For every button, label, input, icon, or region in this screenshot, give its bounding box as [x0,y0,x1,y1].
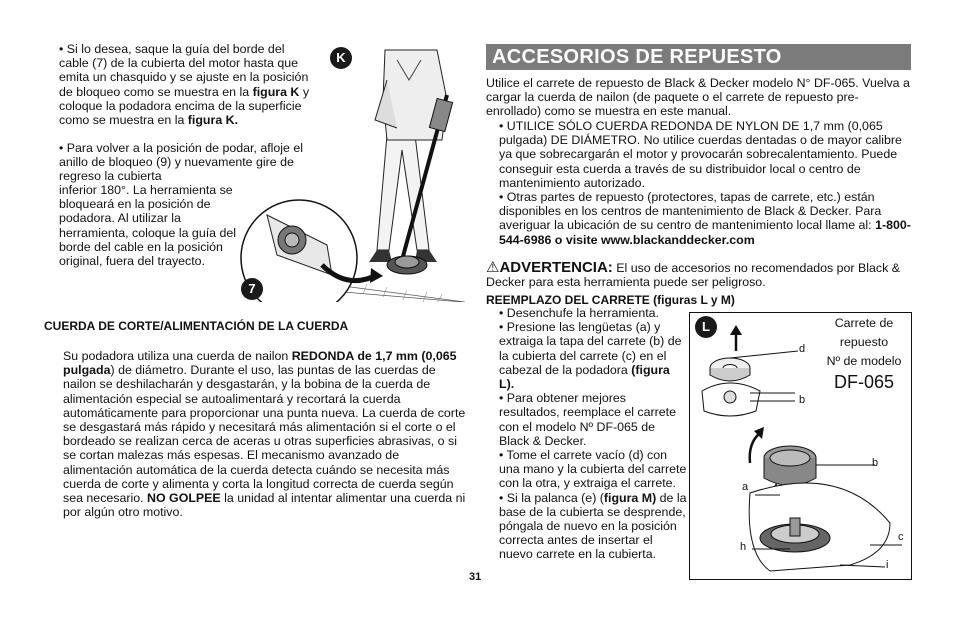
cuerda-body: Su podadora utiliza una cuerda de nailon REDONDA de 1,7 mm (0,065 pulgada) de diámetro. Durante el uso, las puntas de las cuerdas de nailon se deshilacharán y desgastarán, y la bobina de la cuerda de alimentación especial se autoalimentará y recortará la cuerda automáticamente para proporcionar una punta nueva. La cuerda de corte se desgastará más rápido y necesitará más alimentación si el corte o el bordeado se realizan cerca de aceras u otras superficies abrasivas, o si se cortan malezas más espesas. El mecanismo avanzado de alimentación automática de la cuerda detecta cuándo se necesita más cuerda de corte y alimenta y corta la longitud correcta de cuerda según sea necesario. NO GOLPEE la unidad al intentar alimentar una cuerda ni por algún otro motivo. [63,349,466,520]
label-b-top: b [799,394,806,406]
label-i: i [886,559,889,571]
replacement-spool-caption: Carrete de repuesto Nº de modelo DF-065 [826,316,902,392]
warning-paragraph: ⚠ADVERTENCIA: El uso de accesorios no recomendados por Black & Decker para esta herramienta puede ser peligroso. [486,259,901,290]
step-3: • Para obtener mejores resultados, reemplace el carrete con el modelo Nº DF-065 de Black & Decker. [499,391,676,448]
page-number: 31 [469,571,482,583]
label-h: h [740,541,747,553]
section-header-accesorios: ACCESORIOS DE REPUESTO [486,44,911,70]
label-b-bottom: b [872,457,879,469]
figure-l [689,312,912,580]
accesorios-bullet-2: • Otras partes de repuesto (protectores, tapas de carrete, etc.) están disponibles en los centros de mantenimiento de Black & Decker. Para averiguar la ubicación de su centro de mantenimiento local llame al: 1-800-544-6986 o visite www.blackanddecker.com [499,190,911,247]
intro-paragraph: • Si lo desea, saque la guía del borde del cable (7) de la cubierta del motor hasta que emita un chasquido y se ajuste en la posición de bloqueo como se muestra en la figura K y coloque la podadora encima de la superficie como se muestra en la figura K. [59,42,310,128]
reemplazo-heading: REEMPLAZO DEL CARRETE (figuras L y M) [486,293,735,307]
section-heading-cuerda: CUERDA DE CORTE/ALIMENTACIÓN DE LA CUERDA [44,319,349,333]
figure-7-badge: 7 [241,278,263,300]
return-paragraph-a: • Para volver a la posición de podar, afloje el anillo de bloqueo (9) y nuevamente gire de regreso la cubierta [59,141,304,184]
step-5: • Si la palanca (e) (figura M) de la base de la cubierta se desprende, póngala de nuevo en la posición correcta antes de insertar el nuevo carrete en la cubierta. [499,490,687,562]
return-paragraph-b: inferior 180°. La herramienta se bloqueará en la posición de podadora. Al utilizar la herramienta, coloque la guía del borde del cable en la posición original, fuera del trayecto. [59,183,237,269]
label-d: d [799,343,806,355]
accesorios-bullet-1: • UTILICE SÓLO CUERDA REDONDA DE NYLON DE 1,7 mm (0,065 pulgada) DE DIÁMETRO. No utilice cuerdas dentadas o de mayor calibre ya que sobrecargarán el motor y provocarán sobrecalentamiento. Puede conseguir esta cuerda a través de su distribuidor local o centro de mantenimiento autorizado. [499,119,902,190]
label-a: a [742,481,749,493]
figure-k [237,40,467,302]
accesorios-intro: Utilice el carrete de repuesto de Black & Decker modelo N° DF-065. Vuelva a cargar la cuerda de nailon (de paquete o el carrete de repuesto pre-enrollado) como se muestra en este manual. [486,76,910,119]
warning-icon: ⚠ [486,259,500,276]
step-1: • Desenchufe la herramienta. [499,306,659,320]
step-2: • Presione las lengüetas (a) y extraiga la tapa del carrete (b) de la cubierta del carrete (c) en el cabezal de la podadora (figura L). [499,320,682,392]
figure-k-badge: K [330,47,352,69]
label-c: c [898,531,904,543]
step-4: • Tome el carrete vacío (d) con una mano y la cubierta del carrete con la otra, y extraiga el carrete. [499,448,687,491]
reemplazo-steps [499,306,687,562]
figure-l-badge: L [695,316,717,338]
